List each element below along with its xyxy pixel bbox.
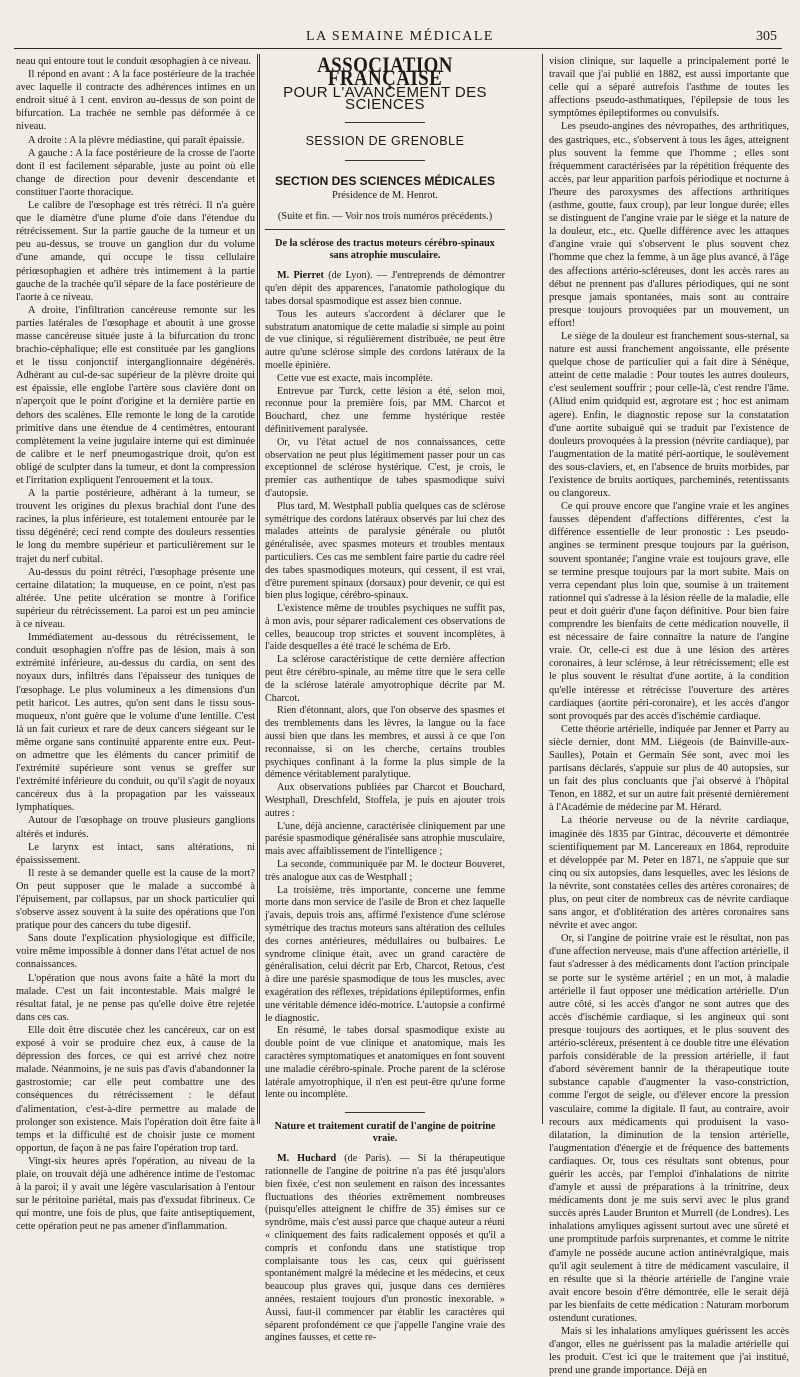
page-header xyxy=(0,0,800,44)
divider xyxy=(265,229,505,230)
association-title: ASSOCIATION FRANÇAISE xyxy=(317,52,453,90)
paragraph: Le calibre de l'œsophage est très rétréci. Il n'a guère que le diamètre d'une plume d'oie dans l'étendue du rétrécissement. Sur la partie gauche de la tumeur et un peu au-dessus, se trouve un ganglion dur du volume d'une amande, qui occupe le tissu cellulaire périœsophagien et adhère très intimement à la partie gauche de la trachée qu'il sépare de la face postérieure de l'aorte à ce niveau. xyxy=(16,200,255,303)
paragraph: Aux observations publiées par Charcot et Bouchard, Westphall, Dreschfeld, Stoffela, je puis en ajouter trois autres : xyxy=(265,782,505,819)
paragraph: L'existence même de troubles psychiques ne suffit pas, à mon avis, pour séparer radicalement ces observations de celles, beaucoup trop strictes et souvent incomplètes, à l'aide desquelles a été tracé le schéma de Erb. xyxy=(265,603,505,653)
paragraph: L'opération que nous avons faite a hâté la mort du malade. C'est un fait incontestable. Mais malgré le résultat fatal, je ne pense pas qu'elle doive être rejetée dans ces cas. xyxy=(16,972,255,1023)
column-divider xyxy=(257,54,258,1124)
column-left xyxy=(16,55,255,1233)
paragraph: L'une, déjà ancienne, caractérisée cliniquement par une parésie spasmodique généralisée sans atrophie musculaire, mais avec affaiblissement de l'intelligence ; xyxy=(265,820,505,858)
continuation-note: (Suite et fin. — Voir nos trois numéros précédents.) xyxy=(277,210,493,222)
paragraph: En résumé, le tabes dorsal spasmodique existe au double point de vue clinique et anatomique, mais les caractères symptomatiques et anatomiques en font souvent une maladie cérébro-spinale. Proche parent de la sclérose latérale amyotrophique, il n'en est peut-être qu'une forme lente ou incomplète. xyxy=(265,1025,505,1101)
paragraph: A gauche : A la face postérieure de la crosse de l'aorte dont il est facilement séparable, juste au point où elle change de direction pour devenir descendante et constituer l'aorte thoracique. xyxy=(16,147,255,198)
paragraph: Or, vu l'état actuel de nos connaissances, cette observation ne peut plus légitimement passer pour un cas exceptionnel de sclérose hystérique. C'est, je crois, le premier cas authentique de tabes spasmodique suivi d'autopsie. xyxy=(265,436,505,499)
paragraph: vision clinique, sur laquelle a principalement porté le travail que j'ai publié en 1882, est aussi importante que celle qui a séparé autrefois l'asthme de toutes les affections pseudo-asthmatiques, l'épilepsie de tous les symptômes épileptiformes ou convulsifs. xyxy=(549,56,789,120)
paragraph: Les pseudo-angines des névropathes, des arthritiques, des gastriques, etc., s'observent à tous les âges, atteignent plus souvent la femme que l'homme ; elles sont fréquemment caractérisées par la répétition fréquente des accès, par leur apparition parfois périodique et nocturne à l'heure des paroxysmes des affections arthritiques (asthme, goutte, faux croup), par leur longue durée; elles se distinguent de l'angine vraie par le siège et la nature de la douleur, etc., etc. Quelle différence avec les attaques d'angine vraie qui s'observent le plus souvent chez l'homme que chez la femme, à un âge plus avancé, à l'âge des affections artério-scléreuses, dont les accès rares au début ne prennent pas d'allures périodiques, qui ne sont presque jamais spontanées, mais sont au contraire presque toujours provoquées par un mouvement, un effort! xyxy=(549,121,789,329)
header-rule xyxy=(14,48,782,49)
paragraph: Sans doute l'explication physiologique est difficile, voire même impossible à donner dans l'état actuel de nos connaissances. xyxy=(16,933,255,971)
paragraph: Entrevue par Turck, cette lésion a été, selon moi, reconnue pour la première fois, par MM. Charcot et Bouchard, chez une femme hystérique restée définitivement paralysée. xyxy=(265,385,505,435)
divider xyxy=(345,1112,425,1113)
paragraph: Immédiatement au-dessous du rétrécissement, le conduit œsophagien n'offre pas de lésion, mais à son extrémité inférieure, au-dessus du cardia, on sent des noyaux durs, infiltrés dans l'épaisseur des tuniques de l'œsophage. Le plus volumineux a les dimensions d'un petit haricot. Les autres, qu'on sent dans le tissu sous-muqueux, n'ont guère que le volume d'une lentille. C'est là un fait curieux et rare de deux cancers siégeant sur le même organe sans continuité apparente entre eux. Peut-on admettre que les éléments du cancer primitif de l'extrémité supérieure sont venus se greffer sur l'extrémité inférieure du conduit, ou qu'il s'agit de noyaux cancéreux dus à la propagation par les vaisseaux lymphatiques. xyxy=(16,632,255,814)
speaker-name: M. Huchard xyxy=(277,1153,337,1165)
column-right xyxy=(549,55,789,1377)
article-title: De la sclérose des tractus moteurs cérébro-spinaux sans atrophie musculaire. xyxy=(275,238,495,262)
paragraph: A droite : A la plèvre médiastine, qui paraît épaissie. xyxy=(28,134,245,146)
paragraph: Le siège de la douleur est franchement sous-sternal, sa nature est aussi franchement angoissante, elle présente quelque chose de particulier qui a fait dire à Sénèque, atteint de cette maladie : Pour toutes les autres douleurs, c'est seulement souffrir ; pour celle-là, c'est rendre l'âme. (Aliud enim quidquid est, ægrotare est ; hoc est animam agere). Enfin, le diagnostic repose sur la constatation d'une aortite subaiguë qui se traduit par l'existence de douleurs provoquées à la pression (névrite cardiaque), par l'augmentation de la matité péri-aortique, le soulèvement des sous-claviers, et, en l'absence de bruits morbides, par l'existence de bruits aortiques, parcheminés, retentissants ou clangoreux. xyxy=(549,330,789,500)
divider xyxy=(345,160,425,161)
paragraph: Plus tard, M. Westphall publia quelques cas de sclérose symétrique des cordons latéraux observés par lui chez des malades atteints de paralysie générale ou plutôt généralisée, avec spasmes moteurs et troubles mentaux particuliers. Ces cas me semblent faire partie du cadre réel des tabes spasmodiques moteurs, qui cessent, il est vrai, d'être purement spinaux (dorsaux) pour devenir, ce qui est bien plus logique, cérébro-spinaux. xyxy=(265,500,505,602)
paragraph: A droite, l'infiltration cancéreuse remonte sur les parties latérales de l'œsophage et aboutit à une grosse masse cancéreuse située juste à la bifurcation du tronc brachio-céphalique; elle est constituée par les ganglions et le tissu conjonctif interganglionnaire dégénérés. Adhérant au cul-de-sac supérieur de la plèvre droite qui est épaissie, elle englobe l'artère sous clavière dont on n'aperçoit que le point d'origine et la dernière partie en dehors des scalènes. Elle remonte le long de la carotide primitive dans une étendue de 4 centimètres, entourant complètement la veine jugulaire interne qui est diminuée de calibre et le nerf pneumogastrique droit, qu'on est obligé de sculpter dans la tumeur, et dont la compression et l'irritation expliquent l'enrouement et la toux. xyxy=(16,304,255,486)
paragraph: Cette théorie artérielle, indiquée par Jenner et Parry au siècle dernier, dont MM. Liégeois (de Bainville-aux-Saulles), Potain et Germain Sée sont, avec moi les partisans déclarés, s'appuie sur plus de 40 autopsies, sur un fait des plus concluants que j'ai observé à l'hôpital Tenon, en 1882, et sur un autre fait présenté dernièrement à l'Académie de médecine par M. Hérard. xyxy=(549,723,789,814)
column-divider xyxy=(542,54,543,1124)
paragraph: neau qui entoure tout le conduit œsophagien à ce niveau. xyxy=(16,56,251,67)
column-middle xyxy=(265,52,505,1344)
association-subtitle: POUR L'AVANCEMENT DES SCIENCES xyxy=(283,83,487,114)
paragraph: Autour de l'œsophage on trouve plusieurs ganglions altérés et indurés. xyxy=(16,815,255,840)
column-divider xyxy=(259,54,260,1124)
paragraph: Or, si l'angine de poitrine vraie est le résultat, non pas d'une affection nerveuse, mais d'une affection artérielle, il faut s'adresser à des médicaments dont l'action principale se porte sur le système artériel ; en un mot, à maladie artérielle il faut opposer une médication artérielle. D'un autre côté, si les accès d'angor ne sont autres que des accès d'ischémie cardiaque, si les angineux qui sont presque toujours des aortiques, et le plus souvent des artério-scléreux, présentent à ce double titre une élévation parfois considérable de la pression artérielle, il faut d'abord sévèrement bannir de la thérapeutique toute substance capable d'augmenter la vaso-constriction, comme l'ergot de seigle, ou d'élever encore la pression vasculaire, comme la digitale. Il faut, au contraire, avoir recours aux médicaments qui produisent la vaso-dilatation, la diminution de la tension artérielle, l'augmentation d'énergie et de fréquence des battements cardiaques. Or, tous ces résultats sont obtenus, pour guérir les accès, par l'emploi d'inhalations de nitrite d'amyle et aussi de préparations à la trinitrine, deux médicaments dont je me suis servi avec le plus grand succès après Lauder Brunton et Murrell (de Londres). Les inhalations amyliques agissent surtout avec une sûreté et une promptitude parfois surprenantes, et comme le nitrite d'amyle ne possède aucune action antinévralgique, mais qu'il agit seulement à titre de médicament vasculaire, il en résulte que si la théorie artérielle de l'angine vraie avait encore besoin d'être démontrée, elle le serait déjà par les bienfaits de cette médication : Naturam morborum ostendunt curationes. xyxy=(549,933,789,1324)
paragraph: Mais si les inhalations amyliques guérissent les accès d'angor, elles ne guérissent pas la maladie artérielle qui les produit. C'est ici que le traitement que j'ai institué, prend une grande importance. Déjà en xyxy=(549,1326,789,1377)
paragraph: Elle doit être discutée chez les cancéreux, car on est exposé à voir se produire chez eux, à cause de la dépression des forces, ce qui est arrivé chez notre malade. Néanmoins, je ne suis pas d'avis d'abandonner la gastrostomie; car elle peut combattre une des conséquences du rétrécissement : le défaut d'alimentation, c'est-à-dire permettre au malade de prolonger son existence. Mais l'opération doit être faite à temps et la difficulté est de choisir juste ce moment opportun, de façon à ne pas faire l'opération trop tard. xyxy=(16,1024,255,1154)
paragraph: Ce qui prouve encore que l'angine vraie et les angines fausses dépendent d'affections différentes, c'est la différence essentielle de leur pronostic : Les pseudo-angines se terminent presque toujours par la guérison, souvent spontanée; l'angine vraie est toujours grave, elle se termine presque toujours par la mort subite. Mais on verra cependant plus loin que, soumise à un traitement rationnel qui s'adresse à la lésion réelle de la maladie, elle peut et doit guérir d'une façon définitive. Pour bien faire comprendre les bienfaits de cette médication nouvelle, il est nécessaire de faire connaître la nature de l'angine vraie. Or, celle-ci est due à une lésion des artères coronaires, à leur sclérose, à leur rétrécissement; elle est le plus souvent le résultat d'une aortite, à la condition qu'elle intéresse et rétrécisse l'ouverture des artères cardiaques (aortite péri-coronaire), et les accès d'angor sont provoqués par des accès d'ischémie cardiaque. xyxy=(549,501,789,722)
divider xyxy=(345,122,425,123)
section-heading: SECTION DES SCIENCES MÉDICALES xyxy=(274,173,496,188)
paragraph: Le larynx est intact, sans altérations, ni épaississement. xyxy=(16,841,255,866)
paragraph: La seconde, communiquée par M. le docteur Bouveret, très analogue aux cas de Westphall ; xyxy=(265,859,505,883)
paragraph: Au-dessus du point rétréci, l'œsophage présente une certaine dilatation; la muqueuse, en ce point, n'est pas altérée. Une petite ulcération se montre à l'orifice supérieur du rétrécissement. La paroi est un peu amincie à ce niveau. xyxy=(16,566,255,631)
paragraph: Il répond en avant : A la face postérieure de la trachée avec laquelle il contracte des adhérences intimes en un endroit situé à 1 cent. environ au-dessus de son point de bifurcation. La trachée ne semble pas déformée à ce niveau. xyxy=(16,69,255,133)
paragraph: La sclérose caractéristique de cette dernière affection peut être cérébro-spinale, au même titre que le sera celle de la sclérose latérale amyotrophique décrite par M. Charcot. xyxy=(265,654,505,704)
journal-title: LA SEMAINE MÉDICALE xyxy=(306,29,494,44)
speaker-name: M. Pierret xyxy=(277,270,324,282)
paragraph: La troisième, très importante, concerne une femme morte dans mon service de l'asile de Bron et chez laquelle j'avais, depuis trois ans, affirmé l'existence d'une sclérose symétrique des tractus moteurs sans altération des cellules des cornes antérieures, médullaires ou bulbaires. Le syndrome clinique était, avec un grand caractère de généralisation, celui décrit par Erb, Charcot, Retous, c'est à dire une parésie spasmodique de tous les muscles, avec exagération des réflexes, trépidations épileptiformes, enfin une véritable démence idéo-motrice. L'autopsie a confirmé le diagnostic. xyxy=(265,884,505,1024)
paragraph: M. Pierret (de Lyon). — J'entreprends de démontrer qu'en dépit des apparences, l'anatomie pathologique du tabes dorsal spasmodique est assez bien connue. xyxy=(265,270,505,307)
paragraph: M. Huchard (de Paris). — Si la thérapeutique rationnelle de l'angine de poitrine n'a pas été jusqu'alors bien fixée, c'est non seulement en raison des incessantes fluctuations des théories extrêmement nombreuses (puisqu'elles atteignent le chiffre de 35) émises sur ce syndrôme, mais c'est aussi parce que chaque auteur a réuni « cliniquement des faits radicalement opposés et qu'il a compris et confondu dans une statistique trop complaisante tous les cas, ceux qui guérissent spontanément malgré la médecine et les médecins, et ceux beaucoup plus graves qui, jusque dans ces dernières années, restaient toujours d'un pronostic inexorable. » Aussi, faut-il commencer par établir les caractères qui séparent profondément ce que j'appelle l'angine vraie des angines fausses, et cette re- xyxy=(265,1153,505,1344)
article-title: Nature et traitement curatif de l'angine de poitrine vraie. xyxy=(274,1121,496,1145)
paragraph: Vingt-six heures après l'opération, au niveau de la plaie, on trouvait déjà une adhérence intime de l'estomac à la paroi; il y avait une légère vascularisation à l'entour sur le péritoine pariétal, mais pas d'exsudat fibrineux. Ce qui montre, une fois de plus, que faite antiseptiquement, cette opération peut ne pas amener d'inflammation. xyxy=(16,1155,255,1233)
paragraph: Cette vue est exacte, mais incomplète. xyxy=(277,372,433,384)
paragraph: Tous les auteurs s'accordent à déclarer que le substratum anatomique de cette maladie si simple au point de vue clinique, si régulièrement distribuée, ne peut être autre qu'une sclérose simple des cordons latéraux de la moelle épinière. xyxy=(265,308,505,371)
presidence-line: Présidence de M. Henrot. xyxy=(332,189,438,201)
paragraph: A la partie postérieure, adhérant à la tumeur, se trouvent les origines du plexus brachial dont l'une des racines, la plus inférieure, est totalement entourée par le tissu dégénéré; ceci rend compte des douleurs ressenties le long du membre supérieur et particulièrement sur le trajet du nerf cubital. xyxy=(16,488,255,565)
paragraph: La théorie nerveuse ou de la névrite cardiaque, imaginée dès 1835 par Gintrac, découverte et démontrée scientifiquement par M. Lancereaux en 1864, reproduite et développée par M. Peter en 1871, ne s'appuie que sur cinq ou six autopsies, dans lesquelles, avec les lésions de la névrite, sont constatées celles des artères coronaires; de plus, on peut citer de nombreux cas de névrite cardiaque sans angor, et d'oblitération des artères coronaires sans névrite et avec angor. xyxy=(549,815,789,932)
page-number: 305 xyxy=(756,29,777,44)
session-heading: SESSION DE GRENOBLE xyxy=(305,134,465,149)
paragraph: Il reste à se demander quelle est la cause de la mort? On peut supposer que le malade a succombé à l'épuisement, par collapsus, par un shock particulier qui s'observe assez souvent à la suite des opérations que l'on pratique pour des cancers du tube digestif. xyxy=(16,867,255,932)
paragraph: Rien d'étonnant, alors, que l'on observe des spasmes et des tremblements dans les lèvres, la langue ou la face aussi bien que dans les membres, et aussi à ce que l'on reconnaisse, si on les cherche, certains troubles psychiques confinant à la forme la plus simple de la démence véritablement paralytique. xyxy=(265,705,505,781)
